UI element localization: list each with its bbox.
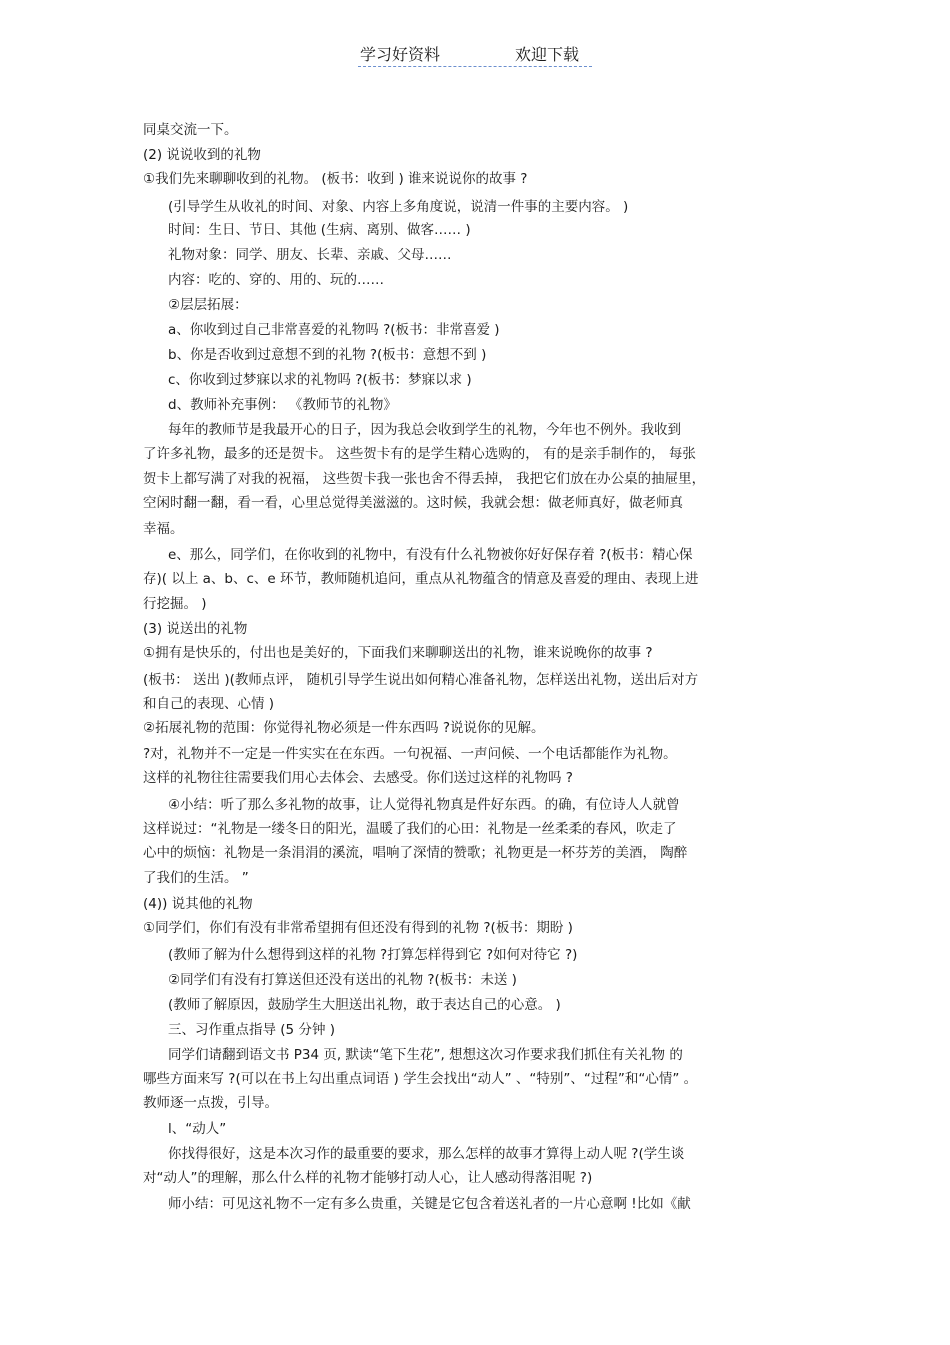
text-line: e、那么，同学们，在你收到的礼物中，有没有什么礼物被你好好保存着 ?(板书：精心保 <box>168 547 693 563</box>
section-heading: (2) 说说收到的礼物 <box>143 147 261 163</box>
text-line: (教师了解为什么想得到这样的礼物 ?打算怎样得到它 ?如何对待它 ?) <box>168 947 578 963</box>
text-line: 了许多礼物，最多的还是贺卡。 这些贺卡有的是学生精心选购的， 有的是亲手制作的， 每张 <box>143 446 696 462</box>
text-line: 师小结：可见这礼物不一定有多么贵重，关键是它包含着送礼者的一片心意啊 !比如《献 <box>168 1196 691 1212</box>
text-line: 存)( 以上 a、b、c、e 环节，教师随机追问，重点从礼物蕴含的情意及喜爱的理由、表现上进 <box>143 571 699 587</box>
text-line: 对“动人”的理解，那么什么样的礼物才能够打动人心，让人感动得落泪呢 ?) <box>143 1170 593 1186</box>
page-header <box>358 42 592 67</box>
header-right-text: 欢迎下载 <box>515 45 580 64</box>
text-line: ①拥有是快乐的，付出也是美好的，下面我们来聊聊送出的礼物，谁来说晚你的故事 ? <box>143 645 653 661</box>
text-line: 贺卡上都写满了对我的祝福， 这些贺卡我一张也舍不得丢掉， 我把它们放在办公桌的抽屉里， <box>143 471 706 487</box>
text-line: (板书： 送出 )(教师点评， 随机引导学生说出如何精心准备礼物，怎样送出礼物，送出后对方 <box>143 672 699 688</box>
text-line: ?对，礼物并不一定是一件实实在在东西。一句祝福、一声问候、一个电话都能作为礼物。 <box>143 746 677 762</box>
text-line: d、教师补充事例： 《教师节的礼物》 <box>168 397 397 413</box>
text-line: 这样说过：“礼物是一缕冬日的阳光，温暖了我们的心田：礼物是一丝柔柔的春风，吹走了 <box>143 821 677 837</box>
text-line: 时间：生日、节日、其他 (生病、离别、做客…… ) <box>168 222 471 238</box>
text-line: 和自己的表现、心情 ) <box>143 696 275 712</box>
text-line: 幸福。 <box>143 521 184 537</box>
text-line: 礼物对象：同学、朋友、长辈、亲戚、父母…… <box>168 247 452 263</box>
text-line: 你找得很好，这是本次习作的最重要的要求，那么怎样的故事才算得上动人呢 ?(学生谈 <box>168 1146 685 1162</box>
text-line: ④小结：听了那么多礼物的故事，让人觉得礼物真是件好东西。的确，有位诗人人就曾 <box>168 797 680 813</box>
text-line: ①同学们，你们有没有非常希望拥有但还没有得到的礼物 ?(板书：期盼 ) <box>143 920 573 936</box>
text-line: 空闲时翻一翻，看一看，心里总觉得美滋滋的。这时候，我就会想：做老师真好，做老师真 <box>143 495 683 511</box>
header-left-text: 学习好资料 <box>360 45 441 64</box>
text-line: c、你收到过梦寐以求的礼物吗 ?(板书：梦寐以求 ) <box>168 372 472 388</box>
text-line: 这样的礼物往往需要我们用心去体会、去感受。你们送过这样的礼物吗 ? <box>143 770 573 786</box>
text-line: 心中的烦恼：礼物是一条涓涓的溪流，唱响了深情的赞歌；礼物更是一杯芬芳的美酒， 陶醉 <box>143 845 688 861</box>
text-line: 同学们请翻到语文书 P34 页, 默读“笔下生花”, 想想这次习作要求我们抓住有关礼物 的 <box>168 1047 683 1063</box>
section-heading: (4)) 说其他的礼物 <box>143 896 253 912</box>
text-line: ②同学们有没有打算送但还没有送出的礼物 ?(板书：未送 ) <box>168 972 517 988</box>
section-heading: (3) 说送出的礼物 <box>143 621 248 637</box>
text-line: 教师逐一点拨，引导。 <box>143 1095 278 1111</box>
text-line: 哪些方面来写 ?(可以在书上勾出重点词语 ) 学生会找出“动人” 、“特别”、“过程”和“心情” 。 <box>143 1071 698 1087</box>
text-line: 每年的教师节是我最开心的日子，因为我总会收到学生的礼物，今年也不例外。我收到 <box>168 422 681 438</box>
subheading: l、“动人” <box>168 1121 227 1137</box>
text-line: 了我们的生活。 ” <box>143 870 249 886</box>
text-line: 同桌交流一下。 <box>143 122 238 138</box>
section-heading: 三、习作重点指导 (5 分钟 ) <box>168 1022 335 1038</box>
text-line: ②拓展礼物的范围：你觉得礼物必须是一件东西吗 ?说说你的见解。 <box>143 720 545 736</box>
text-line: a、你收到过自己非常喜爱的礼物吗 ?(板书：非常喜爱 ) <box>168 322 500 338</box>
text-line: (引导学生从收礼的时间、对象、内容上多角度说，说清一件事的主要内容。 ) <box>168 199 629 215</box>
text-line: b、你是否收到过意想不到的礼物 ?(板书：意想不到 ) <box>168 347 487 363</box>
text-line: ②层层拓展： <box>168 297 248 313</box>
text-line: 行挖掘。 ) <box>143 596 207 612</box>
text-line: ①我们先来聊聊收到的礼物。 (板书：收到 ) 谁来说说你的故事 ? <box>143 171 528 187</box>
text-line: (教师了解原因，鼓励学生大胆送出礼物，敢于表达自己的心意。 ) <box>168 997 561 1013</box>
text-line: 内容：吃的、穿的、用的、玩的…… <box>168 272 384 288</box>
